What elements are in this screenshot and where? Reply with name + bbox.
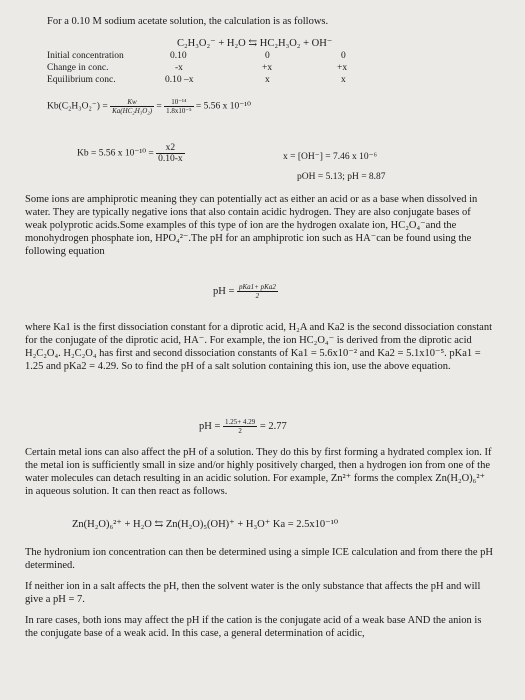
kb2-lhs: Kb = 5.56 x 10⁻¹⁰ = [77,148,154,159]
ph-calc-fraction [223,418,257,435]
kb-fraction-1 [110,98,154,115]
ice-cell: +x [337,63,348,73]
paragraph-both-ions: In rare cases, both ions may affect the pH if the cation is the conjugate acid of a weak base AND the anion is the conjugate base of a weak acid. In this case, a general determination of acidic, [25,615,482,639]
ph-formula-fraction [237,283,278,300]
kb-eq2: = [195,101,202,112]
ph-result: pOH = 5.13; pH = 8.87 [297,172,386,182]
oh-result: x = [OH⁻] = 7.46 x 10⁻⁶ [283,152,377,162]
intro-line: For a 0.10 M sodium acetate solution, the calculation is as follows. [47,16,329,27]
kb2-num: x2 [156,143,185,154]
kb2-den: 0.10-x [158,154,183,164]
ph-calc-lhs: pH = [199,420,221,432]
kb-result: 5.56 x 10⁻¹⁰ [203,101,251,112]
ice-cell: 0 [341,51,346,61]
ice-row-label: Change in conc. [47,63,109,73]
kb-f2-num: 10⁻¹⁴ [164,98,193,107]
ice-cell: x [341,75,346,85]
ph-formula-den: 2 [255,292,260,300]
ph-calculation [199,418,287,435]
ice-row-label: Equilibrium conc. [47,75,116,85]
kb-eq1: = [156,101,162,112]
ice-cell: -x [175,63,183,73]
kb-f1-num: Kw [110,98,154,107]
paragraph-hydronium: The hydronium ion concentration can then be determined using a simple ICE calculation and from there the pH determined. [25,547,493,571]
ph-formula [213,283,278,300]
ice-cell: +x [262,63,273,73]
ph-formula-num: pKa1+ pKa2 [239,283,276,291]
ice-cell: 0 [265,51,270,61]
kb-lhs: Kb(C₂H₃O₂⁻) = [47,101,108,112]
paragraph-dissociation: where Ka1 is the first dissociation constant for a diprotic acid, H₂A and Ka2 is the second dissociation constant for the conjugate of the diprotic acid, HA⁻. For example, the ion HC₂O₄⁻ is derived from the diprotic acid H₂C₂O₄. H₂C₂O₄ has first and second dissociation constants of Ka1 = 5.6x10⁻² and Ka2 = 5.1x10⁻⁵. pKa1 = 1.25 and pKa2 = 4.29. So to find the pH of a salt solution containing this ion, use the above equation. [25,322,493,372]
paragraph-amphiprotic: Some ions are amphiprotic meaning they can potentially act as either an acid or as a base when dissolved in water. They are typically negative ions that also contain acidic hydrogen. They are also conjugate bases of weak polyprotic acids.Some examples of this type of ion are the hydrogen oxalate ion, HC₂O₄⁻and the monohydrogen phosphate ion, HPO₄²⁻.The pH for an amphiprotic ion such as HA⁻can be found using the following equation [25,194,478,257]
paragraph-metal-ions: Certain metal ions can also affect the pH of a solution. They do this by first forming a hydrated complex ion. If the metal ion is sufficiently small in size and/or highly positively charged, then a hydrogen ion from one of the water molecules can detach resulting in an acidic solution. For example, Zn²⁺ forms the complex Zn(H₂O)₆²⁺ in aqueous solution. It can then react as follows. [25,447,492,497]
ice-cell: x [265,75,270,85]
paragraph-neutral: If neither ion in a salt affects the pH, then the solvent water is the only substance that affects the pH and will give a pH = 7. [25,581,481,605]
kb2-fraction [156,143,185,164]
kb-f1-den: Ka(HC₂H₃O₂) [112,107,153,115]
kb-equation-2 [77,143,185,164]
zinc-equation: Zn(H₂O)₆²⁺ + H₂O ⇆ Zn(H₂O)₅(OH)⁺ + H₃O⁺ Ka = 2.5x10⁻¹⁰ [72,519,339,530]
ice-reaction: C₂H₃O₂⁻ + H₂O ⇆ HC₂H₃O₂ + OH⁻ [177,38,333,49]
ph-calc-rhs: = 2.77 [259,420,287,432]
kb-fraction-2 [164,98,193,115]
ice-cell: 0.10 [170,51,187,61]
kb-equation [47,98,251,115]
ice-cell: 0.10 –x [165,75,194,85]
ice-row-label: Initial concentration [47,51,124,61]
ph-formula-lhs: pH = [213,285,235,297]
ph-calc-den: 2 [238,427,242,435]
ph-calc-num: 1.25+ 4.29 [225,418,256,426]
kb-f2-den: 1.8x10⁻⁵ [166,107,192,115]
